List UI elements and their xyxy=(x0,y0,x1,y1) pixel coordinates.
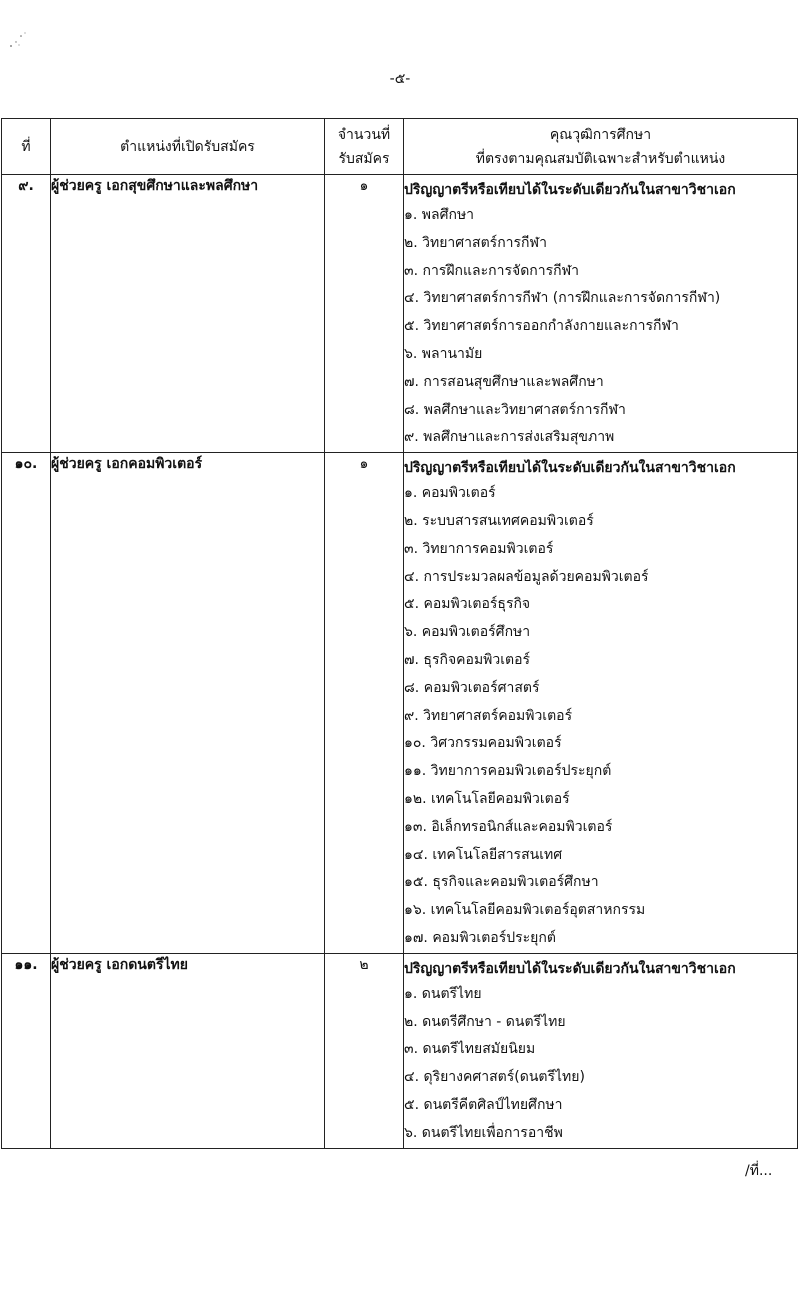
qualification-heading: ปริญญาตรีหรือเทียบได้ในระดับเดียวกันในสาขาวิชาเอก xyxy=(404,182,736,198)
row-number: ๙. xyxy=(2,175,51,453)
major-item: ๑๔. เทคโนโลยีสารสนเทศ xyxy=(404,846,563,863)
major-item: ๙. พลศึกษาและการส่งเสริมสุขภาพ xyxy=(404,429,615,446)
major-item: ๑. คอมพิวเตอร์ xyxy=(404,485,496,502)
major-item: ๒. ดนตรีศึกษา - ดนตรีไทย xyxy=(404,1013,566,1030)
qualification-heading: ปริญญาตรีหรือเทียบได้ในระดับเดียวกันในสาขาวิชาเอก xyxy=(404,460,736,477)
major-item: ๕. คอมพิวเตอร์ธุรกิจ xyxy=(404,596,531,613)
qualification-cell xyxy=(404,953,798,1148)
table-body xyxy=(2,175,798,1149)
qualification-cell xyxy=(404,175,798,453)
major-item: ๑. ดนตรีไทย xyxy=(404,985,482,1002)
major-item: ๔. วิทยาศาสตร์การกีฬา (การฝึกและการจัดการกีฬา) xyxy=(404,290,721,307)
table-row xyxy=(2,453,798,954)
major-item: ๑. พลศึกษา xyxy=(404,207,475,223)
major-item: ๗. ธุรกิจคอมพิวเตอร์ xyxy=(404,651,531,668)
major-item: ๓. การฝึกและการจัดการกีฬา xyxy=(404,262,580,279)
page-number: -๕- xyxy=(389,71,411,87)
opening-count: ๒ xyxy=(325,953,404,1148)
header-no: ที่ xyxy=(2,119,51,175)
position-title: ผู้ช่วยครู เอกสุขศึกษาและพลศึกษา xyxy=(51,175,325,453)
header-position: ตำแหน่งที่เปิดรับสมัคร xyxy=(51,119,325,175)
position-title: ผู้ช่วยครู เอกคอมพิวเตอร์ xyxy=(51,453,325,954)
header-count-line1: จำนวนที่ xyxy=(337,126,391,143)
qualification-cell xyxy=(404,453,798,954)
qualification-heading: ปริญญาตรีหรือเทียบได้ในระดับเดียวกันในสาขาวิชาเอก xyxy=(404,960,736,977)
row-number: ๑๑. xyxy=(2,953,51,1148)
opening-count: ๑ xyxy=(325,175,404,453)
major-item: ๕. วิทยาศาสตร์การออกกำลังกายและการกีฬา xyxy=(404,318,679,335)
major-item: ๖. พลานามัย xyxy=(404,345,483,362)
major-item: ๑๗. คอมพิวเตอร์ประยุกต์ xyxy=(404,929,556,946)
major-item: ๒. วิทยาศาสตร์การกีฬา xyxy=(404,234,547,251)
header-qualification xyxy=(404,119,798,175)
opening-count: ๑ xyxy=(325,453,404,954)
major-item: ๑๓. อิเล็กทรอนิกส์และคอมพิวเตอร์ xyxy=(404,818,613,835)
scan-speck-mark xyxy=(8,30,30,50)
major-item: ๓. วิทยาการคอมพิวเตอร์ xyxy=(404,540,554,557)
major-item: ๘. พลศึกษาและวิทยาศาสตร์การกีฬา xyxy=(404,401,626,418)
table-row xyxy=(2,953,798,1148)
major-item: ๑๒. เทคโนโลยีคอมพิวเตอร์ xyxy=(404,790,570,807)
major-item: ๖. ดนตรีไทยเพื่อการอาชีพ xyxy=(404,1124,563,1141)
major-item: ๔. การประมวลผลข้อมูลด้วยคอมพิวเตอร์ xyxy=(404,568,649,585)
major-item: ๘. คอมพิวเตอร์ศาสตร์ xyxy=(404,679,540,696)
recruitment-table xyxy=(1,118,798,1149)
major-item: ๑๐. วิศวกรรมคอมพิวเตอร์ xyxy=(404,735,562,752)
major-item: ๑๖. เทคโนโลยีคอมพิวเตอร์อุตสาหกรรม xyxy=(404,902,646,919)
major-item: ๖. คอมพิวเตอร์ศึกษา xyxy=(404,624,531,641)
position-title: ผู้ช่วยครู เอกดนตรีไทย xyxy=(51,953,325,1148)
header-count-line2: รับสมัคร xyxy=(338,150,390,167)
header-count xyxy=(325,119,404,175)
table-header-row xyxy=(2,119,798,175)
major-item: ๔. ดุริยางคศาสตร์(ดนตรีไทย) xyxy=(404,1069,585,1086)
major-item: ๕. ดนตรีคีตศิลป์ไทยศึกษา xyxy=(404,1096,563,1113)
header-qualification-line2: ที่ตรงตามคุณสมบัติเฉพาะสำหรับตำแหน่ง xyxy=(475,150,726,167)
major-item: ๗. การสอนสุขศึกษาและพลศึกษา xyxy=(404,373,604,390)
major-item: ๙. วิทยาศาสตร์คอมพิวเตอร์ xyxy=(404,707,573,724)
table-row xyxy=(2,175,798,453)
major-item: ๑๕. ธุรกิจและคอมพิวเตอร์ศึกษา xyxy=(404,874,599,891)
major-item: ๑๑. วิทยาการคอมพิวเตอร์ประยุกต์ xyxy=(404,763,612,780)
major-item: ๒. ระบบสารสนเทศคอมพิวเตอร์ xyxy=(404,512,594,529)
row-number: ๑๐. xyxy=(2,453,51,954)
major-item: ๓. ดนตรีไทยสมัยนิยม xyxy=(404,1041,536,1058)
continuation-marker: /ที่... xyxy=(745,1163,773,1179)
header-qualification-line1: คุณวุฒิการศึกษา xyxy=(549,126,652,143)
